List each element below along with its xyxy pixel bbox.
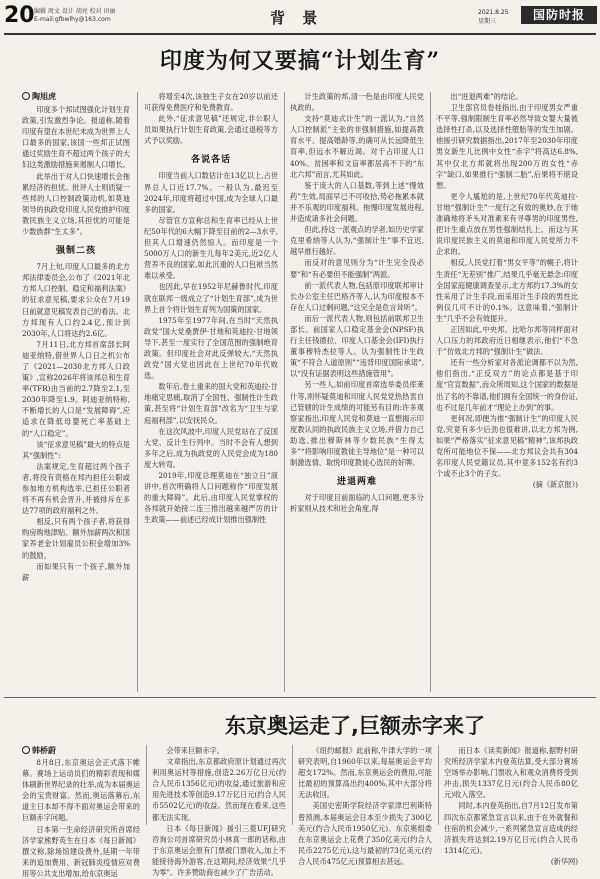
paragraph: 2019年,印度总理莫迪在“独立日”演讲中,首次明确将人口问题称作“印度发展的重大障碍”。此后,由印度人民党掌权的各邦就开始接二连三推出越来越严厉的计生政策——前述已经成计划推出强制性 xyxy=(144,471,278,525)
article2-source: (新华网) xyxy=(550,856,578,866)
paragraph: 数年后,卷土重来的国大党和英迪拉·甘地痛定思痛,取消了全国性、强制性计生政策,甚至将“计划生育部”改名为“卫生与家庭福利部”,以安抚民众。 xyxy=(144,382,278,425)
paragraph: 1975年至1977年间,在当时“天然执政党”国大党桑贾伊·甘地和英迪拉·甘地领导下,甚至一度实行了全国范围的强制绝育政策。但印度社会对此反弹较大,“天然执政党”国大党也因此在上世纪70年代败选。 xyxy=(144,315,278,381)
paragraph: 而后一派代表人物,则包括前联邦卫生部长、前国家人口稳定基金会(NPSF)执行主任钱德拉、印度人口基金会(IFI)执行董事穆特杰拉等人。认为强制性计生政策“不符合人道原则”“违背印度国际承诺”,以“没有证据表明这些措施管用”。 xyxy=(290,313,424,379)
paragraph: 还有一些分析家对各派论调都不以为然,他们指出,“正反双方”的论点都是基于印度“官宣数据”,而众所周知,这个国家的数据是出了名的不靠谱,他们拥有全国统一的身份证,也不过是几年前才“理论上办到”的事。 xyxy=(436,358,578,412)
article-divider xyxy=(4,697,596,698)
date-text: 2021.8.25 xyxy=(478,9,509,16)
paragraph: 文章指出,东京都政府原计划通过再次利用奥运村等措施,创造2.26万亿日元(约合人民币1356亿元)的收益,通过旅游和应用先进技术等创造9.17万亿日元(约合人民币5502亿元)的收益。然而现在看来,这些都无法实现。 xyxy=(152,757,286,822)
paragraph: 正因如此,中央邦、比哈尔邦等同样面对人口压力的邦政府近日相继表示,他们“不急于”仿效北方邦的“强制计生”做法。 xyxy=(436,324,578,357)
article2-column-4 xyxy=(444,745,578,866)
article2-column-3 xyxy=(298,745,432,866)
section-title: 背 景 xyxy=(270,9,324,27)
editor-email: E-mail:gfbwlhy@163.com xyxy=(34,16,111,23)
paragraph: 更何况,即便为推“强制计生”的印度人民党,究竟有多少后劲也很难讲,以北方邦为例,如果“严格落实”征求意见稿“精神”,该邦执政党所可能地位不保——北方邦议会共有304名印度人民党籍议员,其中竟多152名有约3个或不止3个的子女。 xyxy=(436,413,578,479)
article2-byline xyxy=(22,745,56,756)
paragraph: 在这次风波中,印度人民党站在了反国大党、反计生行列中。当时不会有人想到多年之后,成为执政党的人民党会成为180度大转弯。 xyxy=(144,426,278,469)
paragraph: 卫生部官员卷桂指出,由于印度男女严重不平等,强制限制生育率必然导致女婴大量被选择性打杀,以及选择性堕胎等的发生加剧。他援引研究数据指出,2017年至2030年印度男女新生儿比例中女性“赤字”将高达6.8%,其中仅北方邦就将出现200万的女性“赤字”缺口,如果推行“强制二胎”,后果将不堪设想。 xyxy=(436,103,578,190)
article1-column-1 xyxy=(22,104,130,694)
article1-headline: 印度为何又要搞“计划生育” xyxy=(159,48,441,74)
paragraph: 同时,本内登英指出,自7月12日发布第四次东京都紧急宣言以来,由于在外就餐和住宿的机会减少,一系列紧急宣言造成的经济损失将达到2.19万亿日元(约合人民币1314亿元)。 xyxy=(444,801,578,855)
paragraph: 相反,只有两个孩子者,将获得购房购地津贴、额外加薪两次和国家养老金计划雇员公积金增加3%的鼓励。 xyxy=(22,517,130,560)
subhead-differing-views: 各说各话 xyxy=(190,155,231,166)
article1-author: 陶旭虎 xyxy=(32,92,56,101)
column-divider xyxy=(284,92,285,692)
paragraph: 会带来巨额赤字。 xyxy=(166,746,224,755)
column-divider xyxy=(137,92,138,692)
paragraph: 前一派代表人物,包括原印度联邦审计长办公室主任巴格齐等人,认为印度根本不存在人口过剩问题,“这完全是危言耸听”。 xyxy=(290,280,424,312)
paragraph: 此举出于对人口快速增长会拖累经济的担忧。批评人士则质疑一些邦的人口控制政策动机,如莫迪领导的执政党印度人民党推护印度教民族主义立场,其担忧的可能是少数族群“生太多”。 xyxy=(22,171,130,237)
article1-column-2 xyxy=(144,91,278,694)
column-divider xyxy=(438,745,439,825)
page-header xyxy=(4,3,596,33)
paragraph: 相反,人民党打着“男女平等”的幌子,将计生责任“无差别”推广,结果几乎毫无悬念:印度全国家庭健康调查显示,北方邦约17.3%的女性采用了计生手段,而采用计生手段的男性比例仅几可不计的0.1%。这意味着,“强制计生”几乎不会有效提升。 xyxy=(436,258,578,323)
weekday-text: 星期三 xyxy=(478,18,497,25)
header-divider xyxy=(4,33,596,35)
article2-column-1 xyxy=(22,757,140,878)
editor-names: 编辑 周文 设计 胡亮 校对 田丽 xyxy=(34,8,116,15)
paragraph: 对于印度目前面临的人口问题,更多分析家则从技术和社会角度,得 xyxy=(290,493,424,514)
paragraph: 更令人尴尬的是,上世纪70年代英迪拉·甘地“强制计生”一度行之有效的奥妙,在于她准确地将矛头对准素来有寻尊男的印度男性,把计生重点放在男性强制结扎上。而这与其说印度民族主义的莫迪和印度人民党所力不企求的。 xyxy=(436,191,578,257)
paragraph: 而如果只有一个孩子,额外加薪 xyxy=(22,561,130,582)
paragraph: 7月11日,北方邦首席部长阿迪亚纳特,借世界人口日之机公布了《2021—2030北方邦人口政策》,宣称2026年将该邦总和生育率(TFR)由当前的2.7降至2.1,至2030年降至1.9。阿迪亚纳特称,不断增长的人口是“发展障碍”,应追求在降低母婴死亡率基础上的“人口稳定”。 xyxy=(22,339,130,438)
paragraph: 而反对的意见则分为“计生完全没必要”和“有必要但不能强制”两派。 xyxy=(290,258,424,279)
paragraph: 支持“莫迪式计生”的一派认为,“自然人口控制派”主张的非强制措施,如提高教育水平、提高婚龄等,的确可从长远降低生育率,但远水不解近渴。对于占印度人口40%、贫困率和文盲率都居高不下的“东北六邦”而言,尤其如此。 xyxy=(290,114,424,179)
paragraph: 法案规定,生育超过两个孩子者,将没有资格在邦内担任公职或参加地方机构选举,已担任公职者将不再有机会晋升,并被排斥在多达77项的政府福利之外。 xyxy=(22,461,130,516)
paragraph: 而日本《读卖新闻》报道称,据野村研究所经济学家木内登英估算,受大部分赛场空场举办影响,门票收入和观众消费将受到冲击,损失1337亿日元(约合人民币80亿元)收入落空。 xyxy=(444,746,578,800)
article1-column-3 xyxy=(290,91,424,694)
paragraph: 7月上旬,印度人口最多的北方邦法律委员会,公布了《2021年北方邦人口控制、稳定和福利法案》的征求意见稿,要求公众在7月19日前就意见稿发表自己的看法。北方邦现有人口约2.4亿,预计到2030年,人口将达约2.6亿。 xyxy=(22,262,130,338)
paragraph: 《纽约邮报》此前称,牛津大学的一项研究表明,自1960年以来,每届奥运会平均超支172%。然而,东京奥运会的费用,可能比最初的预算高出约400%,其中大部分将无法收回。 xyxy=(298,746,432,800)
subhead-dilemma: 进退两难 xyxy=(336,477,377,488)
article1-byline xyxy=(22,91,56,102)
paragraph: 美国史密斯学院经济学家津巴利斯特曾预测,本届奥运会日本至少损失了300亿美元(约合人民币1950亿元)。东京奥组委在东京奥运会上花费了350亿美元(约合人民币2275亿元),这与最初的73亿美元(约合人民币475亿元)预算相去甚远。 xyxy=(298,801,432,866)
paragraph: 日本第一生命经济研究所首席经济学家熊野英生在日本《每日新闻》撰文称,除场馆建设费外,延期一年带来的追加费用、新冠肺炎疫情应对费用等公共支出增加,给东京奥运 xyxy=(22,824,140,878)
issue-date xyxy=(478,8,509,26)
column-divider xyxy=(430,92,431,692)
author-mark-icon xyxy=(22,92,30,100)
article2-author: 韩桥蔚 xyxy=(32,746,56,755)
paragraph: 8月8日,东京奥运会正式落下帷幕。赛场上运动员们的精彩表现和媒体刷新世界纪录的壮举,成为本届奥运会的宝贵财富。然而,奥运落幕后,东道主日本却不得不面对奥运会带来的巨额赤字问题。 xyxy=(22,758,140,823)
paragraph: 另一些人,如前印度首席选举委员库莱什等,则怀疑莫迪和印度人民党党热热衷自己管辖的计生成绩的可能另有目的:许多观察家指出,印度人民党和莫迪一直想揭示印度教认同的执政民族主义立场,并借力自己助选,推出穆斯林等少数民族“生得太多”“将影响印度教徒主导地位”是一种可以制激选情、取悦印度教徒心选民的好牌。 xyxy=(290,380,424,468)
paragraph: 但此,持这一派观点的学者,如历史学家克里希纳等人认为,“强制计生”事不宜迟,越早推行越好。 xyxy=(290,225,424,257)
newspaper-logo: 国防时报 xyxy=(521,6,597,24)
article1-source: (摘《新京报》) xyxy=(532,480,578,490)
paragraph: 将增至4次,该独生子女在20岁以前还可获得免费医疗和免费教育。 xyxy=(144,92,278,113)
paragraph: 印度当前人口数估计在13亿以上,占世界总人口近17.7%。一般认为,最迟至2024年,印度将超过中国,成为全球人口最多的国家。 xyxy=(144,171,278,214)
paragraph: 日本《每日新闻》援引三菱UFJ研究咨询公司首席研究员小林真一郎的话称,由于东京奥运会原有门票被门票收入,加上不能接待海外游客,在这期间,经济效果“几乎为零”。许多赞助商也减少了广告活动。 xyxy=(152,823,286,878)
paragraph: 出“进退两难”的结论。 xyxy=(450,92,523,101)
article1-column-4 xyxy=(436,91,578,694)
author-mark-icon xyxy=(22,746,30,754)
editor-credits xyxy=(34,8,144,24)
paragraph: 此外,“征求意见稿”还规定,非公职人员如果执行计划生育政策,会通过退税等方式予以奖励。 xyxy=(144,114,278,146)
article2-headline: 东京奥运走了,巨额赤字来了 xyxy=(225,714,485,738)
subhead-forced-two-child: 强制二孩 xyxy=(55,246,96,257)
paragraph: 计生政策的邦,清一色是由印度人民党执政的。 xyxy=(290,92,424,113)
paragraph: 尽管官方宣称总和生育率已经从上世纪50年代的6大幅下降至目前的2—3水平,但其人口增速仍然惊人。而印度是一个5000万人口的新生儿每年2美元,近2亿人营养不良的国家,如此沉重的人口包袱当然难以承受。 xyxy=(144,215,278,281)
paragraph: 该“征求意见稿”最大的特点是其“强制性”: xyxy=(22,439,130,460)
paragraph: 鉴于庞大的人口基数,等到上述“慢效药”生效,局面早已不可收拾,势必拖累本就并不乐观的印度福利。拖慢印度发展进程,并造成诸多社会问题。 xyxy=(290,180,424,224)
column-divider xyxy=(146,745,147,825)
article2-column-2 xyxy=(152,745,286,878)
paragraph: 也因此,早在1952年尼赫鲁时代,印度就在联邦一级成立了“计划生育部”,成为世界上首个将计划生育列为国策的国家。 xyxy=(144,282,278,314)
paragraph: 印度多个邦试图强化计划生育政策,引发激烈争论。报道称,随着印度有望在本世纪末成为世界上人口最多的国家,该国一些邦正试图通过奖励生育不超过两个孩子的大妇这类激励措施来遏制人口增长。 xyxy=(22,105,130,170)
column-divider xyxy=(292,745,293,825)
page-number: 20 xyxy=(4,3,35,28)
